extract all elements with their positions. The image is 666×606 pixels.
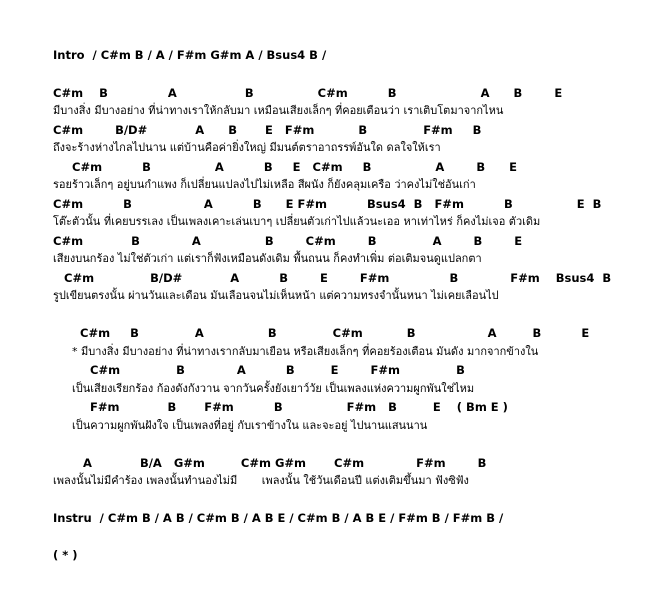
lyric-line: รูปเขียนตรงนั้น ผ่านวันและเดือน มันเลือนจนไม่เห็นหน้า แต่ความทรงจำนั้นหนา ไม่เคยเลือนไป [53,289,499,302]
chord-line: C#m B A B E F#m B [90,363,465,377]
repeat-marker: ( * ) [53,548,78,562]
lyric-line: มีบางสิ่ง มีบางอย่าง ที่น่าทางเราให้กลับมา เหมือนเสียงเล็กๆ ที่คอยเตือนว่า เราเติบโตมาจากไหน [53,104,504,117]
chord-line: C#m B A B E F#m Bsus4 B F#m B E B [53,197,602,211]
chord-line: C#m B/D# A B E F#m B F#m Bsus4 B [64,271,612,285]
intro-line: Intro / C#m B / A / F#m G#m A / Bsus4 B / [53,48,327,62]
lyric-line: เป็นความผูกพันฝังใจ เป็นเพลงที่อยู่ กับเราข้างใน และจะอยู่ ไปนานแสนนาน [72,419,428,432]
lyric-line: โต๊ะตัวนั้น ที่เคยบรรเลง เป็นเพลงเคาะเล่นเบาๆ เปลี่ยนตัวเก่าไปแล้วนะเออ หาเท่าไหร่ ก็คงไม่เจอ ตัวเดิม [53,215,541,228]
chord-line: C#m B A B E C#m B A B E [72,160,517,174]
chord-line: C#m B A B C#m B A B E [80,326,590,340]
lyric-line: เป็นเสียงเรียกร้อง ก้องดังกังวาน จากวันครั้งยังเยาว์วัย เป็นเพลงแห่งความผูกพันใช่ไหม [72,382,475,395]
lyric-line: * มีบางสิ่ง มีบางอย่าง ที่น่าทางเรากลับมาเยือน หรือเสียงเล็กๆ ที่คอยร้องเตือน มันดัง มากจากข้างใน [72,345,539,358]
chord-line: C#m B/D# A B E F#m B F#m B [53,123,482,137]
lyric-line: ถึงจะร้างห่างไกลไปนาน แต่บ้านคือค่ายิ่งใหญ่ มีมนต์ตราอาถรรพ์อันใด ดลใจให้เรา [53,141,441,154]
chord-line: A B/A G#m C#m G#m C#m F#m B [83,456,487,470]
lyric-line: เสียงบนกร้อง ไม่ใช่ตัวเก่า แต่เราก็ฟังเหมือนดังเดิม พื้นถนน ก็คงทำเพิ่ม ต่อเติมจนดูแปลกตา [53,252,482,265]
lyric-line: รอยร้าวเล็กๆ อยู่บนกำแพง ก็เปลี่ยนแปลงไปไม่เหลือ สีผนัง ก็ยังคลุมเครือ ว่าคงไม่ใช่อันเก่า [53,178,476,191]
instru-line: Instru / C#m B / A B / C#m B / A B E / C#m B / A B E / F#m B / F#m B / [53,511,504,525]
chord-line: F#m B F#m B F#m B E ( Bm E ) [90,400,508,414]
chord-line: C#m B A B C#m B A B E [53,234,523,248]
chord-line: C#m B A B C#m B A B E [53,86,563,100]
lyric-line: เพลงนั้นไม่มีคำร้อง เพลงนั้นทำนองไม่มี เพลงนั้น ใช้วันเดือนปี แต่งเติมขึ้นมา ฟังซิฟัง [53,474,469,487]
